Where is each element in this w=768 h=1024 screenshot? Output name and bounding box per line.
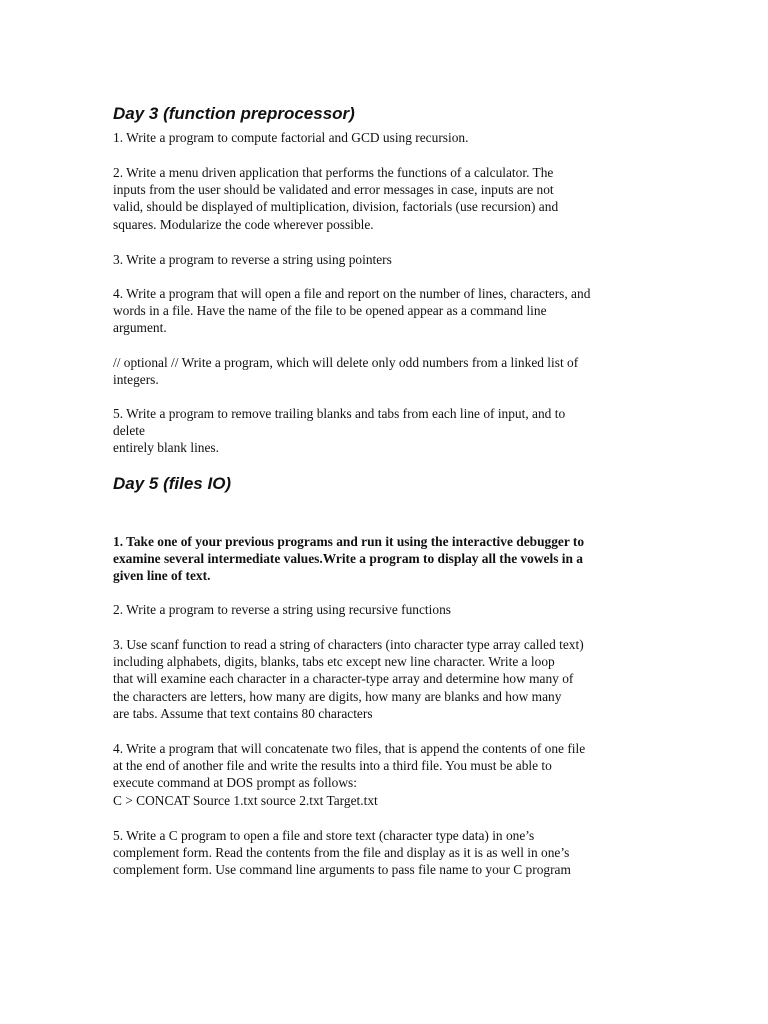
text-line: complement form. Use command line arguments to pass file name to your C program [113, 862, 571, 878]
text-line: at the end of another file and write the results into a third file. You must be able to [113, 758, 552, 774]
text-line: examine several intermediate values.Write a program to display all the vowels in a [113, 551, 583, 567]
text-line: words in a file. Have the name of the file to be opened appear as a command line [113, 303, 547, 319]
text-line: execute command at DOS prompt as follows: [113, 775, 357, 791]
text-line: valid, should be displayed of multiplication, division, factorials (use recursion) and [113, 199, 559, 215]
text-line: // optional // Write a program, which will delete only odd numbers from a linked list of [113, 355, 579, 370]
text-line: are tabs. Assume that text contains 80 characters [113, 705, 373, 721]
day3-item-4 [113, 285, 590, 337]
text-line: argument. [113, 320, 167, 336]
day5-item-2 [113, 601, 451, 618]
text-line: 4. Write a program that will concatenate two files, that is append the contents of one file [113, 741, 586, 756]
day5-heading: Day 5 (files IO) [113, 474, 232, 493]
day3-optional-item [113, 354, 578, 388]
text-line: 3. Write a program to reverse a string using pointers [113, 252, 392, 267]
day3-item-3 [113, 251, 392, 268]
text-line: 2. Write a menu driven application that performs the functions of a calculator. The [113, 165, 554, 180]
day3-item-1 [113, 129, 468, 146]
day3-heading: Day 3 (function preprocessor) [113, 104, 355, 123]
text-line: 2. Write a program to reverse a string using recursive functions [113, 602, 451, 617]
text-line: that will examine each character in a character-type array and determine how many of [113, 671, 574, 687]
day5-item-3 [113, 636, 584, 722]
text-line: including alphabets, digits, blanks, tabs etc except new line character. Write a loop [113, 654, 555, 670]
text-line: entirely blank lines. [113, 440, 219, 456]
day3-item-5 [113, 405, 565, 457]
text-line: complement form. Read the contents from the file and display as it is as well in one’s [113, 845, 570, 861]
text-line: delete [113, 423, 145, 439]
text-line: 3. Use scanf function to read a string of characters (into character type array called text) [113, 637, 584, 652]
text-line: C > CONCAT Source 1.txt source 2.txt Target.txt [113, 792, 378, 808]
text-line: given line of text. [113, 568, 211, 584]
day5-item-5 [113, 827, 571, 879]
text-line: squares. Modularize the code wherever possible. [113, 216, 374, 232]
day5-item-1 [113, 533, 584, 585]
day5-item-4 [113, 740, 585, 809]
text-line: the characters are letters, how many are digits, how many are blanks and how many [113, 688, 562, 704]
text-line: 1. Take one of your previous programs and run it using the interactive debugger to [113, 534, 585, 549]
text-line: 4. Write a program that will open a file and report on the number of lines, characters, and [113, 286, 591, 301]
text-line: 5. Write a program to remove trailing blanks and tabs from each line of input, and to [113, 406, 566, 421]
text-line: integers. [113, 372, 159, 388]
text-line: 5. Write a C program to open a file and store text (character type data) in one’s [113, 828, 535, 843]
day3-item-2 [113, 164, 558, 233]
text-line: 1. Write a program to compute factorial and GCD using recursion. [113, 130, 469, 145]
text-line: inputs from the user should be validated and error messages in case, inputs are not [113, 182, 554, 198]
